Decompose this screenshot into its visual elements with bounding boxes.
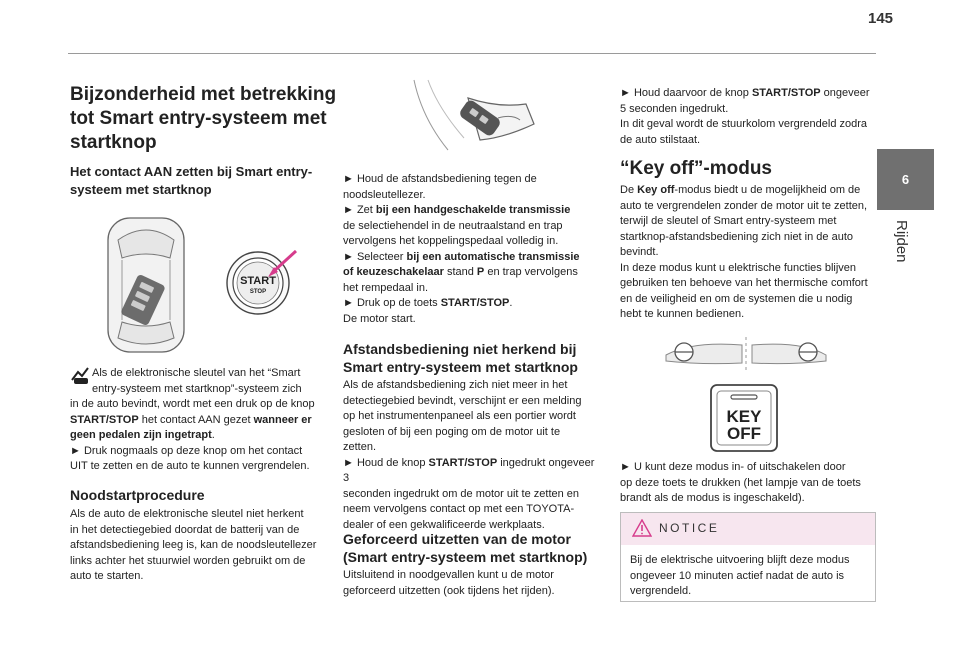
notice-body: Bij de elektrische uitvoering blijft deze modus ongeveer 10 minuten actief nadat de auto is vergrendeld.	[630, 554, 850, 597]
para-key-off: De Key off-modus biedt u de mogelijkheid om de auto te vergrendelen zonder de motor uit te zetten, terwijl de sleutel of Smart entry-systeem met startknop-afstandsbediening zich niet in de auto bevindt. In deze modus kunt u elektrische functies blijven gebruiken ten behoeve van het thermische comfort en de veiligheid en om de systemen die u nodig hebt te kunnen bedienen.	[620, 184, 868, 320]
key-off-button-icon	[709, 383, 779, 453]
section-heading-niet-herkend: Afstandsbediening niet herkend bij Smart entry-systeem met startknop	[343, 341, 578, 375]
notice-box	[620, 512, 876, 602]
para-geforceerd-vervolg: ► Houd daarvoor de knop START/STOP ongeveer 5 seconden ingedrukt. In dit geval wordt de stuurkolom vergrendeld zodra de auto stilstaat.	[620, 87, 870, 146]
start-stop-button-illustration	[224, 245, 304, 317]
page-title: Bijzonderheid met betrekking tot Smart entry-systeem met startknop	[70, 84, 337, 153]
para-noodstart: Als de auto de elektronische sleutel niet herkent in het detectiegebied doordat de batterij van de afstandsbediening leeg is, kan de noodsleutellezer links achter het stuurwiel worden gebruikt om de auto te starten.	[70, 508, 317, 582]
stop-label: STOP	[249, 289, 267, 295]
section-heading-geforceerd: Geforceerd uitzetten van de motor (Smart entry-systeem met startknop)	[343, 531, 588, 565]
chapter-number: 6	[901, 172, 910, 187]
warning-triangle-icon	[632, 519, 652, 537]
start-label: START	[240, 275, 276, 287]
dashboard-illustration	[662, 335, 830, 375]
chapter-label: Rijden	[893, 220, 910, 263]
notice-title: NOTICE	[659, 521, 720, 535]
key-label: KEY	[726, 407, 762, 426]
section-heading-key-off: “Key off”-modus	[620, 158, 772, 179]
para-niet-herkend: Als de afstandsbediening zich niet meer in het detectiegebied bevindt, verschijnt er een melding op het instrumentenpaneel als een portier wordt gesloten of bij een poging om de motor uit te zetten. ► Houd de knop START/STOP ingedrukt ongeveer 3 seconden ingedrukt om de motor uit te zetten en neem vervolgens contact op met een TOYOTA- dealer of een gekwalificeerde werkplaats.	[343, 379, 595, 531]
notice-header	[621, 513, 875, 545]
chapter-tab[interactable]	[877, 149, 934, 210]
car-key-illustration	[100, 212, 192, 357]
page-number: 145	[868, 10, 894, 27]
para-key-off-toggle: ► U kunt deze modus in- of uitschakelen door op deze toets te drukken (het lampje van de toets brandt als de modus is ingeschakeld).	[620, 461, 861, 504]
para-contact-aan: Als de elektronische sleutel van het “Smart entry-systeem met startknop”-systeem zich in de auto bevindt, wordt met een druk op de knop START/STOP het contact AAN gezet wanneer er geen pedalen zijn ingetrapt. ► Druk nogmaals op deze knop om het contact UIT te zetten en de auto te kunnen vergrendelen.	[70, 367, 315, 472]
section-heading-contact-aan: Het contact AAN zetten bij Smart entry- systeem met startknop	[70, 164, 313, 197]
steps-noodstart: ► Houd de afstandsbediening tegen de noodsleutellezer. ► Zet bij een handgeschakelde transmissie de selectiehendel in de neutraalstand en trap vervolgens het koppelingspedaal volledig in. ► Selecteer bij een automatische transmissie of keuzeschakelaar stand P en trap vervolgens het rempedaal in. ► Druk op de toets START/STOP. De motor start.	[343, 173, 580, 325]
off-label: OFF	[727, 424, 761, 443]
para-geforceerd: Uitsluitend in noodgevallen kunt u de motor geforceerd uitzetten (ook tijdens het rijden).	[343, 569, 555, 597]
section-heading-noodstart: Noodstartprocedure	[70, 487, 205, 503]
hand-remote-illustration	[408, 78, 538, 160]
header-rule	[68, 53, 876, 54]
